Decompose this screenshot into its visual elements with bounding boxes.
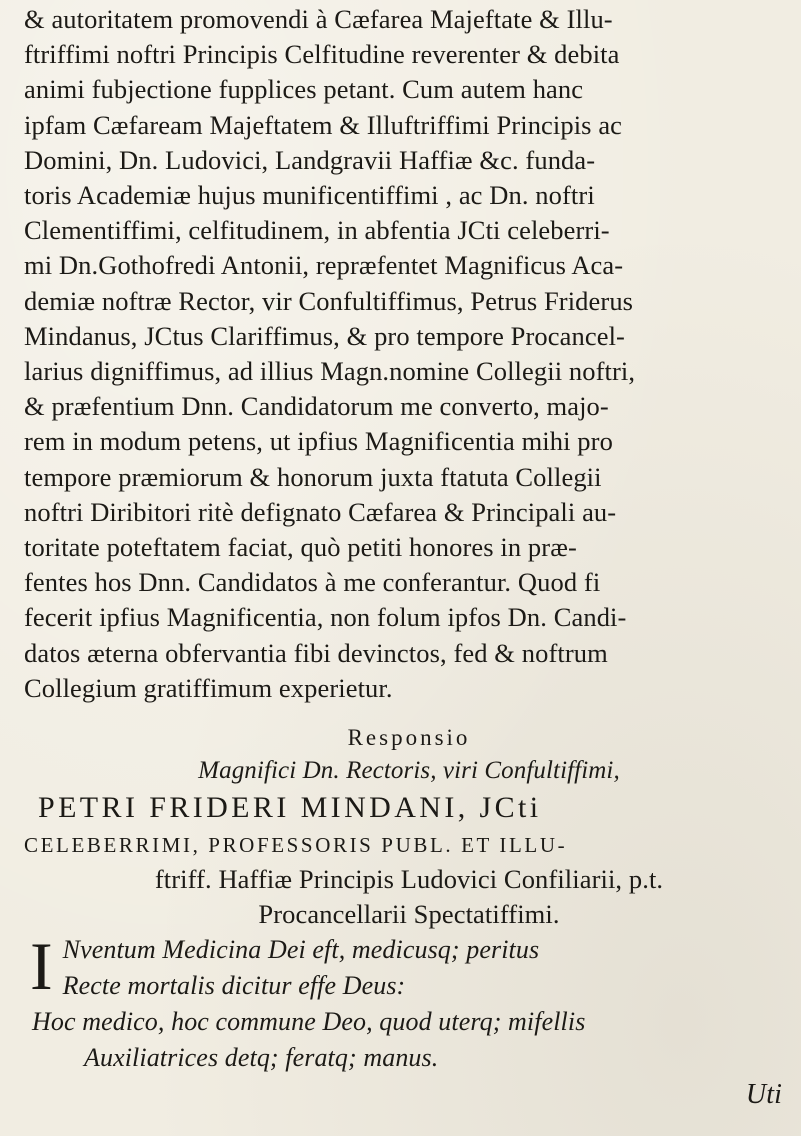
verse-line-1: Nventum Medicina Dei eft, medicusq; peritus: [62, 935, 540, 965]
body-line-5: Domini, Dn. Ludovici, Landgravii Haffiæ &c. funda-: [24, 144, 596, 175]
body-line-9: demiæ noftræ Rector, vir Confultiffimus, Petrus Friderus: [24, 285, 634, 316]
body-line-1: & autoritatem promovendi à Cæfarea Majeftate & Illu-: [24, 4, 613, 34]
body-line-10: Mindanus, JCtus Clariffimus, & pro tempore Procancel-: [24, 320, 625, 351]
body-line-19: datos æterna obfervantia fibi devinctos, fed & noftrum: [24, 637, 608, 668]
drop-capital: I: [30, 928, 53, 1005]
body-line-13: rem in modum petens, ut ipfius Magnificentia mihi pro: [24, 426, 613, 457]
body-line-18: fecerit ipfius Magnificentia, non folum ipfos Dn. Candi-: [24, 602, 627, 633]
body-line-17: fentes hos Dnn. Candidatos à me conferantur. Quod fi: [24, 567, 601, 598]
verse-line-2: Recte mortalis dicitur effe Deus:: [62, 971, 406, 1001]
text-block: [24, 2, 794, 1114]
body-line-15: noftri Diribitori ritè defignato Cæfarea & Principali au-: [24, 496, 617, 527]
body-line-6: toris Academiæ hujus munificentiffimi , ac Dn. noftri: [24, 180, 595, 211]
body-line-3: animi fubjectione fupplices petant. Cum autem hanc: [24, 74, 584, 105]
body-line-14: tempore præmiorum & honorum juxta ftatuta Collegii: [24, 461, 602, 492]
section-heading: Responsio: [347, 725, 471, 751]
verse-line-4: Auxiliatrices detq; feratq; manus.: [84, 1043, 439, 1073]
body-line-4: ipfam Cæfaream Majeftatem & Illuftriffimi Principis ac: [24, 109, 623, 140]
body-line-2: ftriffimi noftri Principis Celfitudine reverenter & debita: [24, 39, 620, 70]
verse-block: [24, 928, 794, 1076]
office-line: ftriff. Haffiæ Principis Ludovici Confiliarii, p.t.: [154, 864, 664, 895]
body-line-8: mi Dn.Gothofredi Antonii, repræfentet Magnificus Aca-: [24, 250, 624, 281]
verse-line-3: Hoc medico, hoc commune Deo, quod uterq; mifellis: [32, 1007, 586, 1037]
body-line-11: larius digniffimus, ad illius Magn.nomine Collegii noftri,: [24, 356, 636, 387]
body-line-20: Collegium gratiffimum experietur.: [24, 672, 393, 703]
procancellarius-line: Procancellarii Spectatiffimi.: [258, 899, 560, 930]
body-line-16: toritate poteftatem faciat, quò petiti honores in præ-: [24, 532, 577, 563]
body-line-7: Clementiffimi, celfitudinem, in abfentia JCti celeberri-: [24, 215, 610, 246]
name-line: PETRI FRIDERI MINDANI, JCti: [38, 791, 542, 825]
titles-line: CELEBERRIMI, PROFESSORIS PUBL. ET ILLU-: [24, 833, 568, 858]
catchword: Uti: [745, 1079, 782, 1111]
body-line-12: & præfentium Dnn. Candidatorum me converto, majo-: [24, 391, 609, 422]
subheading: Magnifici Dn. Rectoris, viri Confultiffimi,: [198, 757, 620, 785]
